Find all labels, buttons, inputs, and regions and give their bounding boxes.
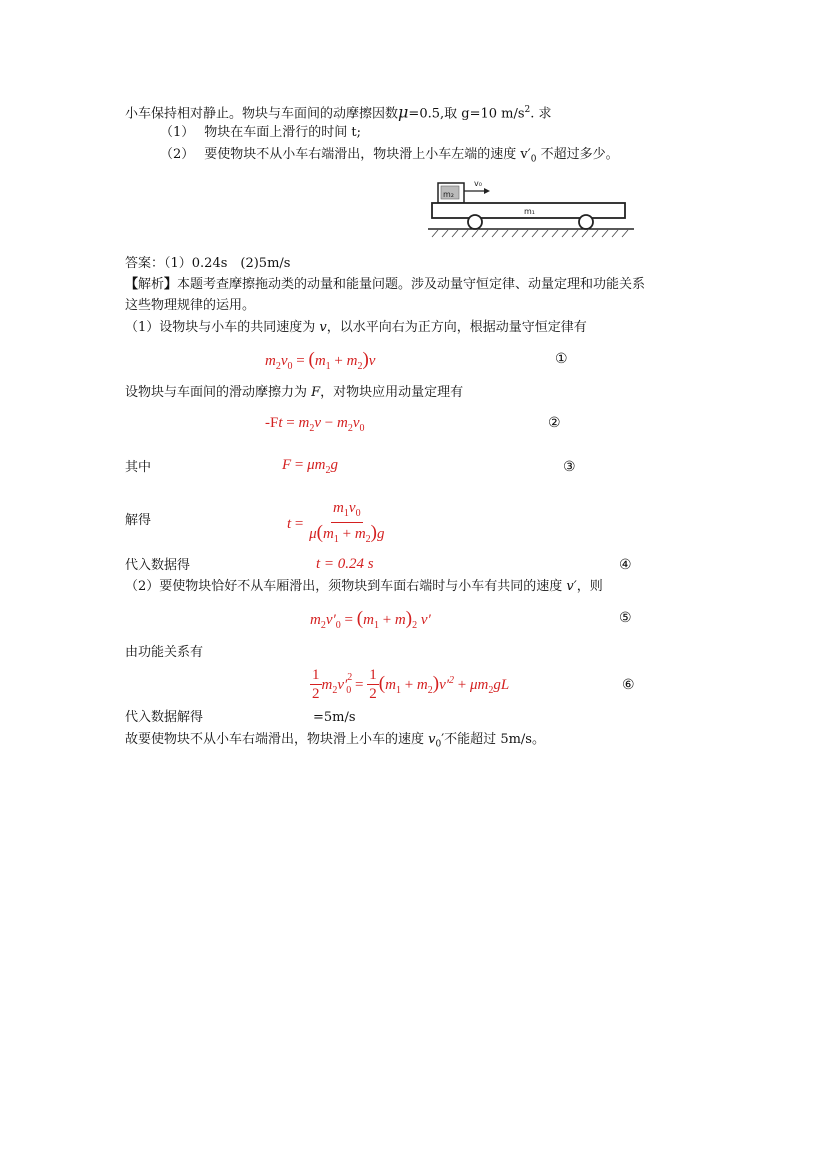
analysis-line-2: 这些物理规律的运用。: [125, 298, 256, 313]
conclusion-b: ′不能超过 5m/s。: [441, 732, 545, 747]
analysis-tag: 解析: [138, 277, 165, 292]
equation-1: $m_2v_0 = (m_1 + m_2)v$: [265, 349, 376, 372]
question-1-text: 物块在车面上滑行的时间 t;: [204, 125, 362, 140]
analysis-part-1: [125, 319, 587, 337]
equation-5-number: ⑤: [619, 610, 632, 626]
conclusion-a: 故要使物块不从小车右端滑出，物块滑上小车的速度: [125, 732, 429, 747]
problem-text-1c: . 求: [530, 106, 552, 122]
analysis-part-3: [125, 578, 603, 596]
solve-label: 解得: [125, 513, 152, 528]
equation-3: $F = \mu m_2g$: [282, 457, 339, 476]
analysis-part-2-F: F: [311, 385, 321, 400]
question-1-number: （1）: [160, 125, 195, 140]
question-2-text-a: 要使物块不从小车右端滑出，物块滑上小车左端的速度 v′: [204, 147, 531, 162]
equation-2-prefix: -F: [265, 415, 279, 431]
question-1: [160, 124, 361, 142]
question-2-number: （2）: [160, 147, 195, 162]
equation-2-number: ②: [548, 415, 561, 431]
energy-label: 由功能关系有: [125, 645, 204, 660]
where-label: 其中: [125, 460, 152, 475]
equation-1-number: ①: [555, 351, 568, 367]
equation-3-number: ③: [563, 459, 576, 475]
analysis-bracket-left: 【: [125, 277, 139, 292]
analysis-part-1-a: （1）设物块与小车的共同速度为: [125, 320, 320, 335]
equation-6-number: ⑥: [622, 677, 635, 693]
substitute-label: 代入数据得: [125, 558, 191, 573]
answer-line: 答案：（1）0.24s (2)5m/s: [125, 256, 291, 271]
analysis-line-1: [125, 276, 645, 294]
right-wheel: [579, 215, 593, 229]
analysis-part-2: [125, 384, 463, 402]
equation-5: $m_2v'_0 = (m_1 + m)_2$ v′: [310, 608, 431, 631]
analysis-bracket-right: 】: [164, 277, 178, 292]
question-2-text-b: 不超过多少。: [536, 147, 619, 162]
left-wheel: [468, 215, 482, 229]
equation-4: t = 0.24 s: [316, 556, 374, 572]
cart-label: m₁: [524, 207, 535, 216]
problem-sup: 2: [524, 105, 531, 115]
equation-4-number: ④: [619, 557, 632, 573]
mu-symbol: μ: [398, 102, 409, 122]
equation-6: $\frac{1}{2}$ $m_2v'_{20}$ = $\frac{1}{2}$ $(m_1 + m_2)v'^2 + \mu m_2gL$: [312, 667, 510, 702]
analysis-part-3-v: v′: [566, 579, 577, 594]
analysis-part-2-b: ，对物块应用动量定理有: [320, 385, 464, 400]
question-2: [160, 146, 619, 169]
analysis-part-3-a: （2）要使物块恰好不从车厢滑出，须物块到车面右端时与小车有共同的速度: [125, 579, 567, 594]
conclusion-line: [125, 731, 545, 754]
analysis-text-1: 本题考查摩擦拖动类的动量和能量问题。涉及动量守恒定律、动量定理和功能关系: [177, 277, 646, 292]
conclusion-v: v: [428, 732, 436, 747]
analysis-part-2-a: 设物块与车面间的滑动摩擦力为: [125, 385, 312, 400]
problem-text-1b: =0.5,取 g=10 m/s: [408, 106, 525, 122]
problem-text-1: 小车保持相对静止。物块与车面间的动摩擦因数: [125, 106, 399, 122]
result-2: =5m/s: [313, 710, 356, 725]
cart-block-figure: [428, 176, 634, 238]
conclusion-sub: 0: [435, 739, 442, 750]
question-2-sub: 0: [530, 154, 537, 165]
analysis-part-1-b: ，以水平向右为正方向，根据动量守恒定律有: [326, 320, 587, 335]
substitute2-label: 代入数据解得: [125, 710, 204, 725]
ground-hatching: [432, 230, 628, 237]
equation-solve: t = $\frac{m_1v_0}{\mu(m_1 + m_2)g}$: [287, 500, 385, 545]
equation-2: $-Ft = m_2v - m_2v_0$: [265, 415, 365, 434]
velocity-arrow-head: [484, 188, 490, 194]
block-label: m₂: [443, 190, 454, 199]
problem-line-1: [125, 101, 552, 123]
velocity-label: v₀: [474, 179, 482, 188]
analysis-part-1-v: v: [319, 320, 327, 335]
analysis-part-3-b: ，则: [576, 579, 603, 594]
